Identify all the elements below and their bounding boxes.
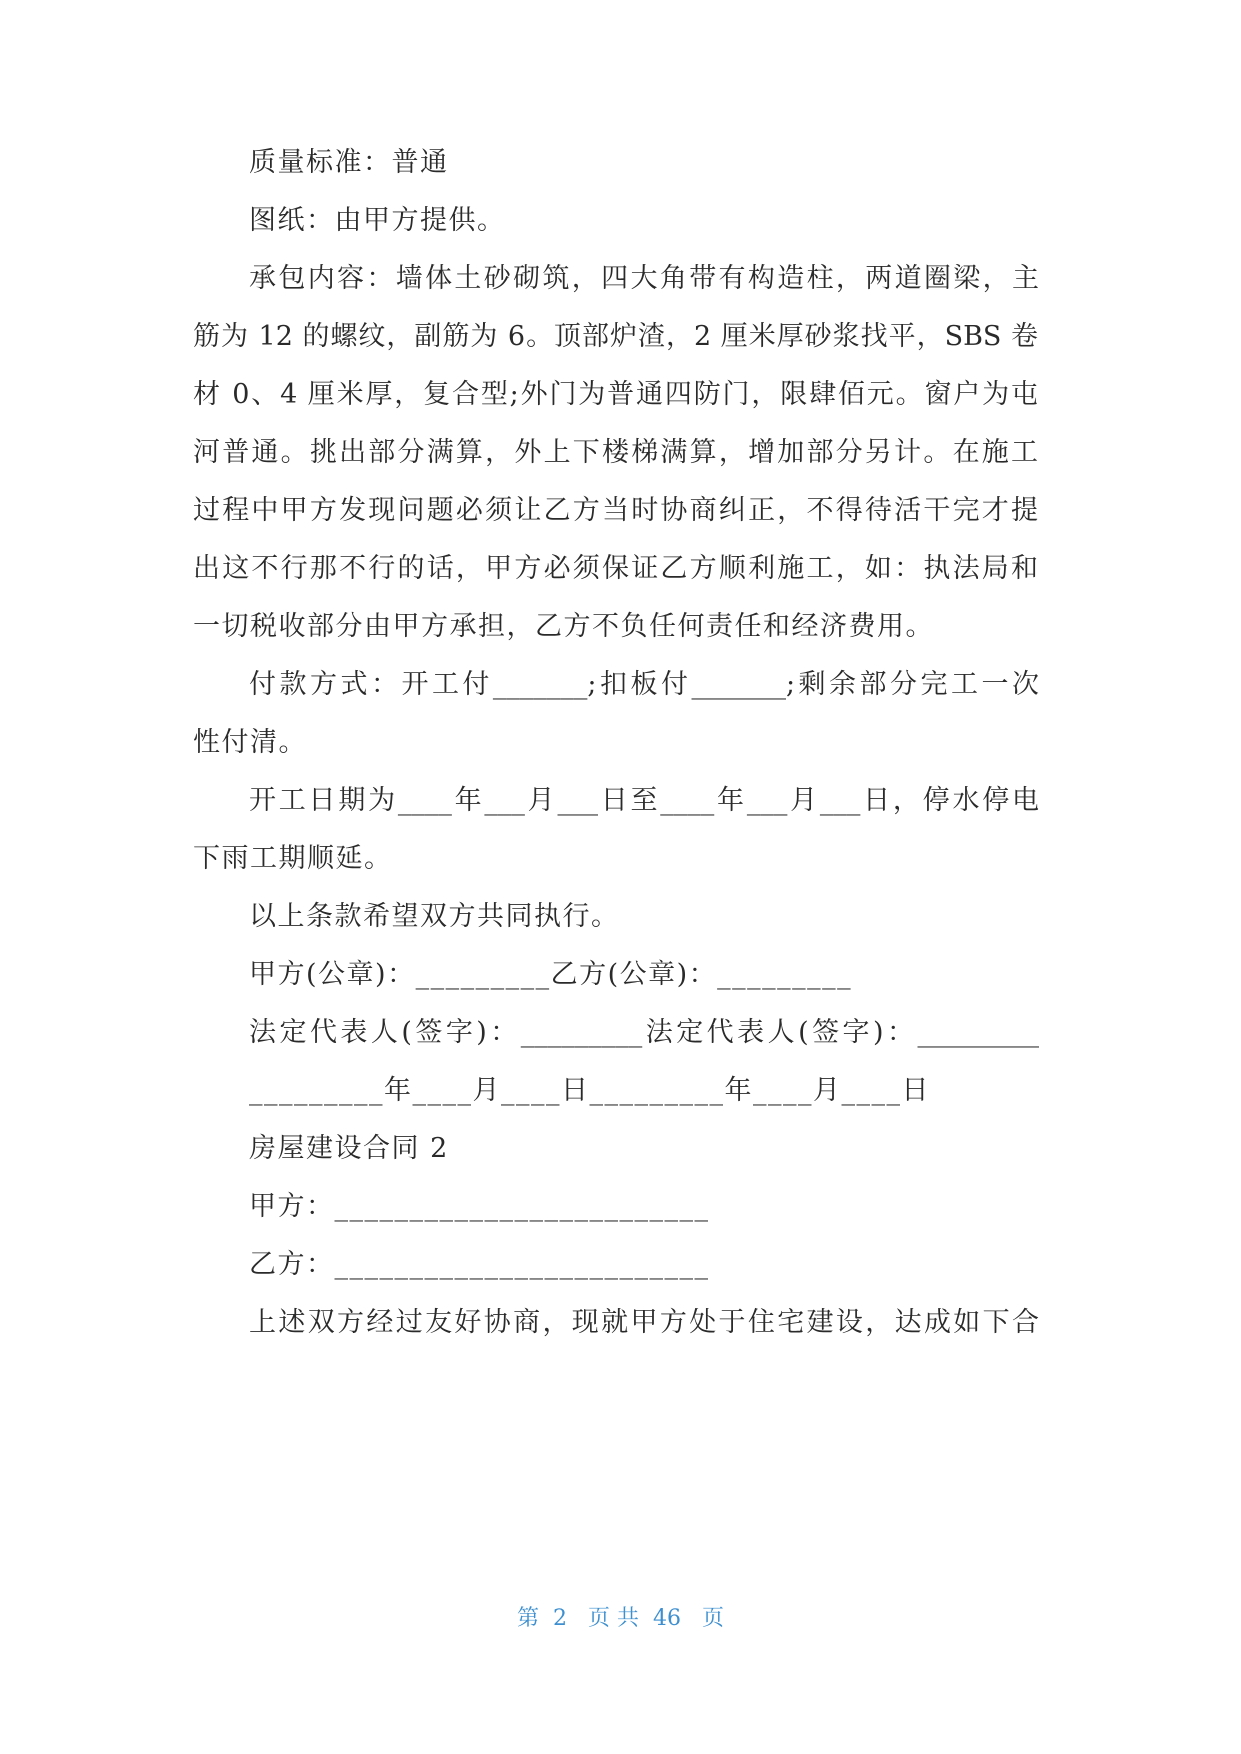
text-line-payment-2: 性付清。 [193,727,307,758]
text-line-contract-scope-4: 河普通。挑出部分满算，外上下楼梯满算，增加部分另计。在施工 [193,437,1038,468]
text-line-start-date-2: 下雨工期顺延。 [193,843,393,874]
page-number-footer: 第 2 页 共 46 页 [517,1606,724,1631]
text-line-contract-scope-7: 一切税收部分由甲方承担，乙方不负任何责任和经济费用。 [193,611,934,642]
section-heading-contract-2: 房屋建设合同 2 [249,1133,449,1164]
text-line-contract-scope-3: 材 0、4 厘米厚，复合型;外门为普通四防门，限肆佰元。窗户为屯 [193,379,1038,410]
text-line-contract-scope-2: 筋为 12 的螺纹，副筋为 6。顶部炉渣，2 厘米厚砂浆找平，SBS 卷 [193,321,1038,352]
text-line-payment-1: 付款方式：开工付_______;扣板付_______;剩余部分完工一次 [249,669,1039,700]
text-line-joint-execution: 以上条款希望双方共同执行。 [249,901,620,932]
text-line-contract-scope-5: 过程中甲方发现问题必须让乙方当时协商纠正，不得待活干完才提 [193,495,1038,526]
text-line-party-b: 乙方：_________________________ [249,1249,710,1280]
text-line-legal-representatives: 法定代表人(签字)：_________法定代表人(签字)：_________ [249,1017,1039,1048]
text-line-contract-scope-1: 承包内容：墙体土砂砌筑，四大角带有构造柱，两道圈梁，主 [249,263,1039,294]
text-line-start-date-1: 开工日期为____年___月___日至____年___月___日，停水停电 [249,785,1039,816]
text-line-party-a: 甲方：_________________________ [249,1191,710,1222]
text-line-quality-standard: 质量标准：普通 [249,147,449,178]
text-line-agreement-intro: 上述双方经过友好协商，现就甲方处于住宅建设，达成如下合 [249,1307,1039,1338]
text-line-signature-dates: _________年____月____日_________年____月____日 [249,1075,930,1106]
text-line-drawings: 图纸：由甲方提供。 [249,205,506,236]
text-line-party-seals: 甲方(公章)：_________乙方(公章)：_________ [249,959,853,990]
text-line-contract-scope-6: 出这不行那不行的话，甲方必须保证乙方顺利施工，如：执法局和 [193,553,1038,584]
